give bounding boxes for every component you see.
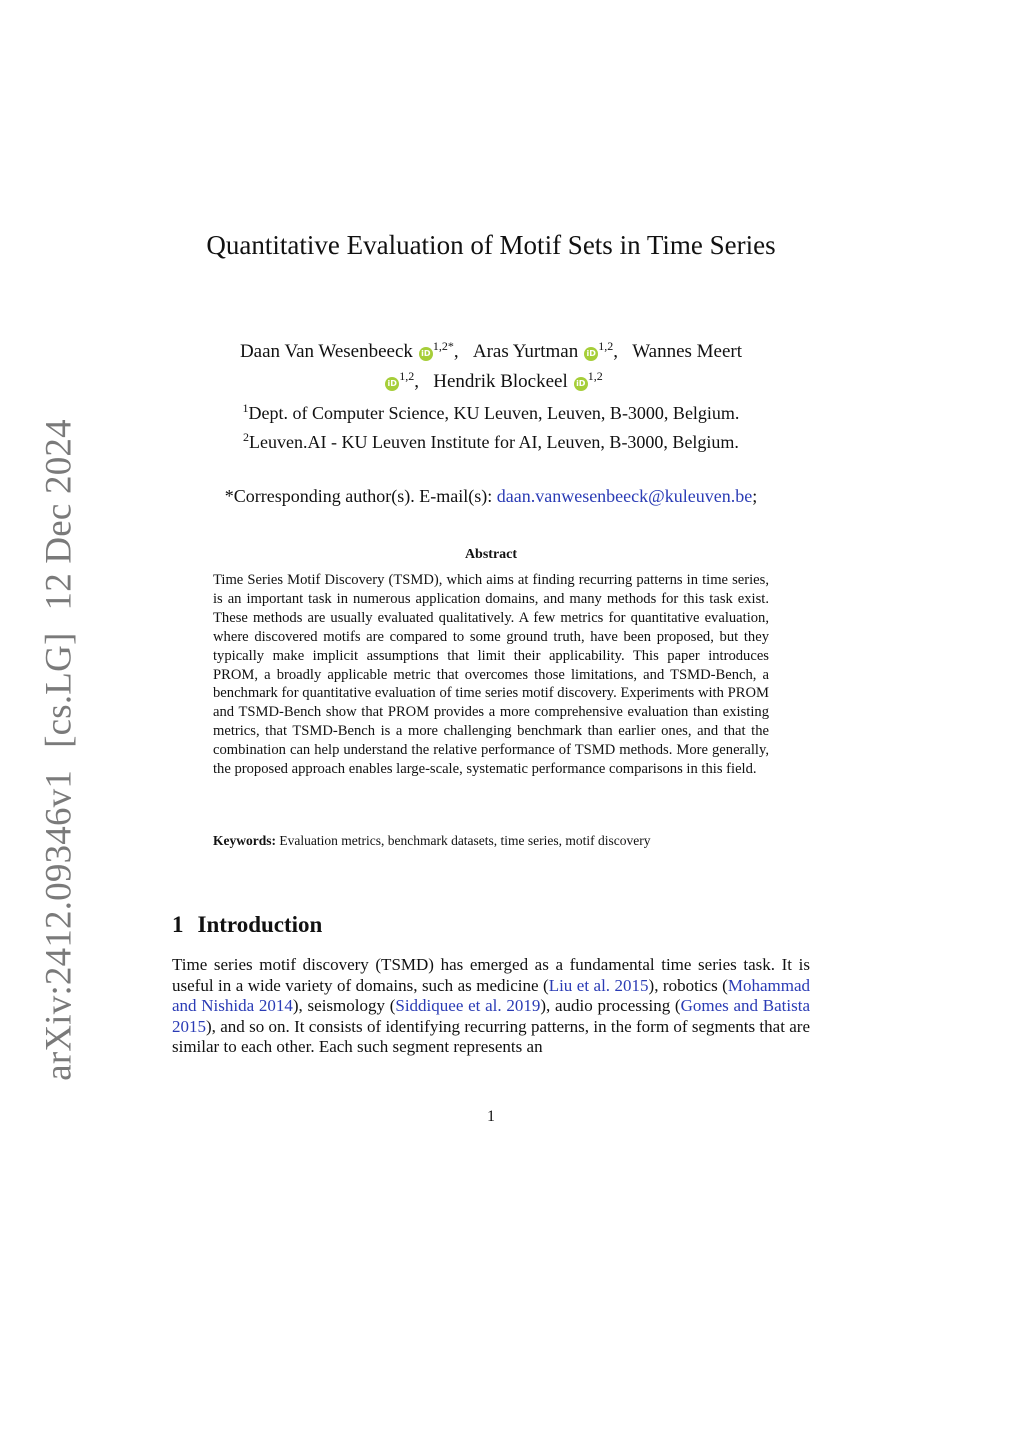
abstract-text: Time Series Motif Discovery (TSMD), which aims at finding recurring patterns in time series, is an important task in numerous application domains, and many methods for this task exist. These methods are usually evaluated qualitatively. A few metrics for quantitative evaluation, where discovered motifs are compared to some ground truth, have been proposed, but they typically make implicit assumptions that limit their applicability. This paper introduces PROM, a broadly applicable metric that overcomes those limitations, and TSMD-Bench, a benchmark for quantitative evaluation of time series motif discovery. Experiments with PROM and TSMD-Bench show that PROM provides a more comprehensive evaluation than existing metrics, that TSMD-Bench is a more challenging benchmark than earlier ones, and that the combination can help understand the relative performance of TSMD methods. More generally, the proposed approach enables large-scale, systematic performance comparisons in this field.: [213, 572, 769, 778]
corresponding-suffix: ;: [752, 486, 758, 506]
affiliation-2: [186, 425, 796, 454]
author-3-orcid: iD$^{1,2}$,: [379, 371, 419, 392]
keywords-text: Evaluation metrics, benchmark datasets, time series, motif discovery: [276, 833, 651, 848]
section-title: Introduction: [197, 912, 323, 937]
author-4: [424, 371, 603, 392]
author-affiliation-marker: 1,2: [587, 369, 603, 383]
author-affiliation-marker: 1,2: [399, 369, 415, 383]
author-name: Aras Yurtman: [472, 341, 579, 362]
citation-link[interactable]: Siddiquee et al. 2019: [395, 996, 541, 1016]
arxiv-date: 12 Dec 2024: [38, 419, 80, 611]
section-number: 1: [172, 912, 184, 937]
intro-text: Time series motif discovery (TSMD) has emerged as a fundamental time series task. It is useful in a wide variety of domains, such as medicine (: [172, 955, 810, 995]
paper-title: Quantitative Evaluation of Motif Sets in Time Series: [206, 230, 776, 260]
affiliation-text: Leuven.AI - KU Leuven Institute for AI, Leuven, B-3000, Belgium.: [249, 432, 739, 452]
keywords: [213, 832, 769, 850]
author-name: Wannes Meert: [632, 341, 743, 362]
intro-text: ), audio processing (: [540, 996, 681, 1016]
arxiv-identifier-stamp: [38, 419, 81, 1081]
intro-text: ), robotics (: [648, 975, 728, 995]
intro-text: ), and so on. It consists of identifying recurring patterns, in the form of segments that are similar to each other. Each such segment represents an: [172, 1016, 810, 1057]
affiliation-number: 2: [243, 430, 250, 444]
affiliation-1: [186, 396, 796, 425]
affiliation-number: 1: [242, 401, 249, 415]
author-affiliation-marker: 1,2: [598, 339, 614, 353]
intro-text: ), seismology (: [292, 996, 396, 1016]
author-affiliation-marker: 1,2*: [432, 339, 454, 353]
corresponding-prefix: *Corresponding author(s). E-mail(s):: [224, 486, 497, 506]
orcid-icon[interactable]: iD: [584, 347, 598, 361]
corresponding-author: [186, 484, 796, 508]
section-heading-introduction: [172, 912, 322, 938]
arxiv-id: arXiv:2412.09346v1: [38, 769, 80, 1081]
author-3: [623, 341, 742, 362]
citation-link[interactable]: Gomes and Batista 2015: [172, 996, 810, 1036]
keywords-label: Keywords:: [213, 833, 276, 848]
introduction-paragraph: [172, 955, 810, 1058]
author-name: Hendrik Blockeel: [433, 371, 568, 392]
orcid-icon[interactable]: iD: [574, 377, 588, 391]
author-name: Daan Van Wesenbeeck: [239, 341, 413, 362]
orcid-icon[interactable]: iD: [385, 377, 399, 391]
affiliation-list: [186, 396, 796, 454]
email-link[interactable]: daan.vanwesenbeeck@kuleuven.be: [496, 486, 753, 506]
arxiv-category: [cs.LG]: [38, 632, 80, 748]
citation-link[interactable]: Mohammad and Nishida 2014: [172, 975, 810, 1016]
orcid-icon[interactable]: iD: [419, 347, 433, 361]
author-list: [186, 334, 796, 394]
abstract-heading: Abstract: [464, 547, 518, 562]
author-2: Aras Yurtman iD$^{1,2}$,: [472, 339, 618, 362]
affiliation-text: Dept. of Computer Science, KU Leuven, Leuven, B-3000, Belgium.: [248, 403, 740, 423]
author-1: Daan Van Wesenbeeck iD$^{1,2*}$,: [239, 339, 459, 362]
citation-link[interactable]: Liu et al. 2015: [548, 975, 649, 995]
page-number: 1: [487, 1108, 495, 1125]
